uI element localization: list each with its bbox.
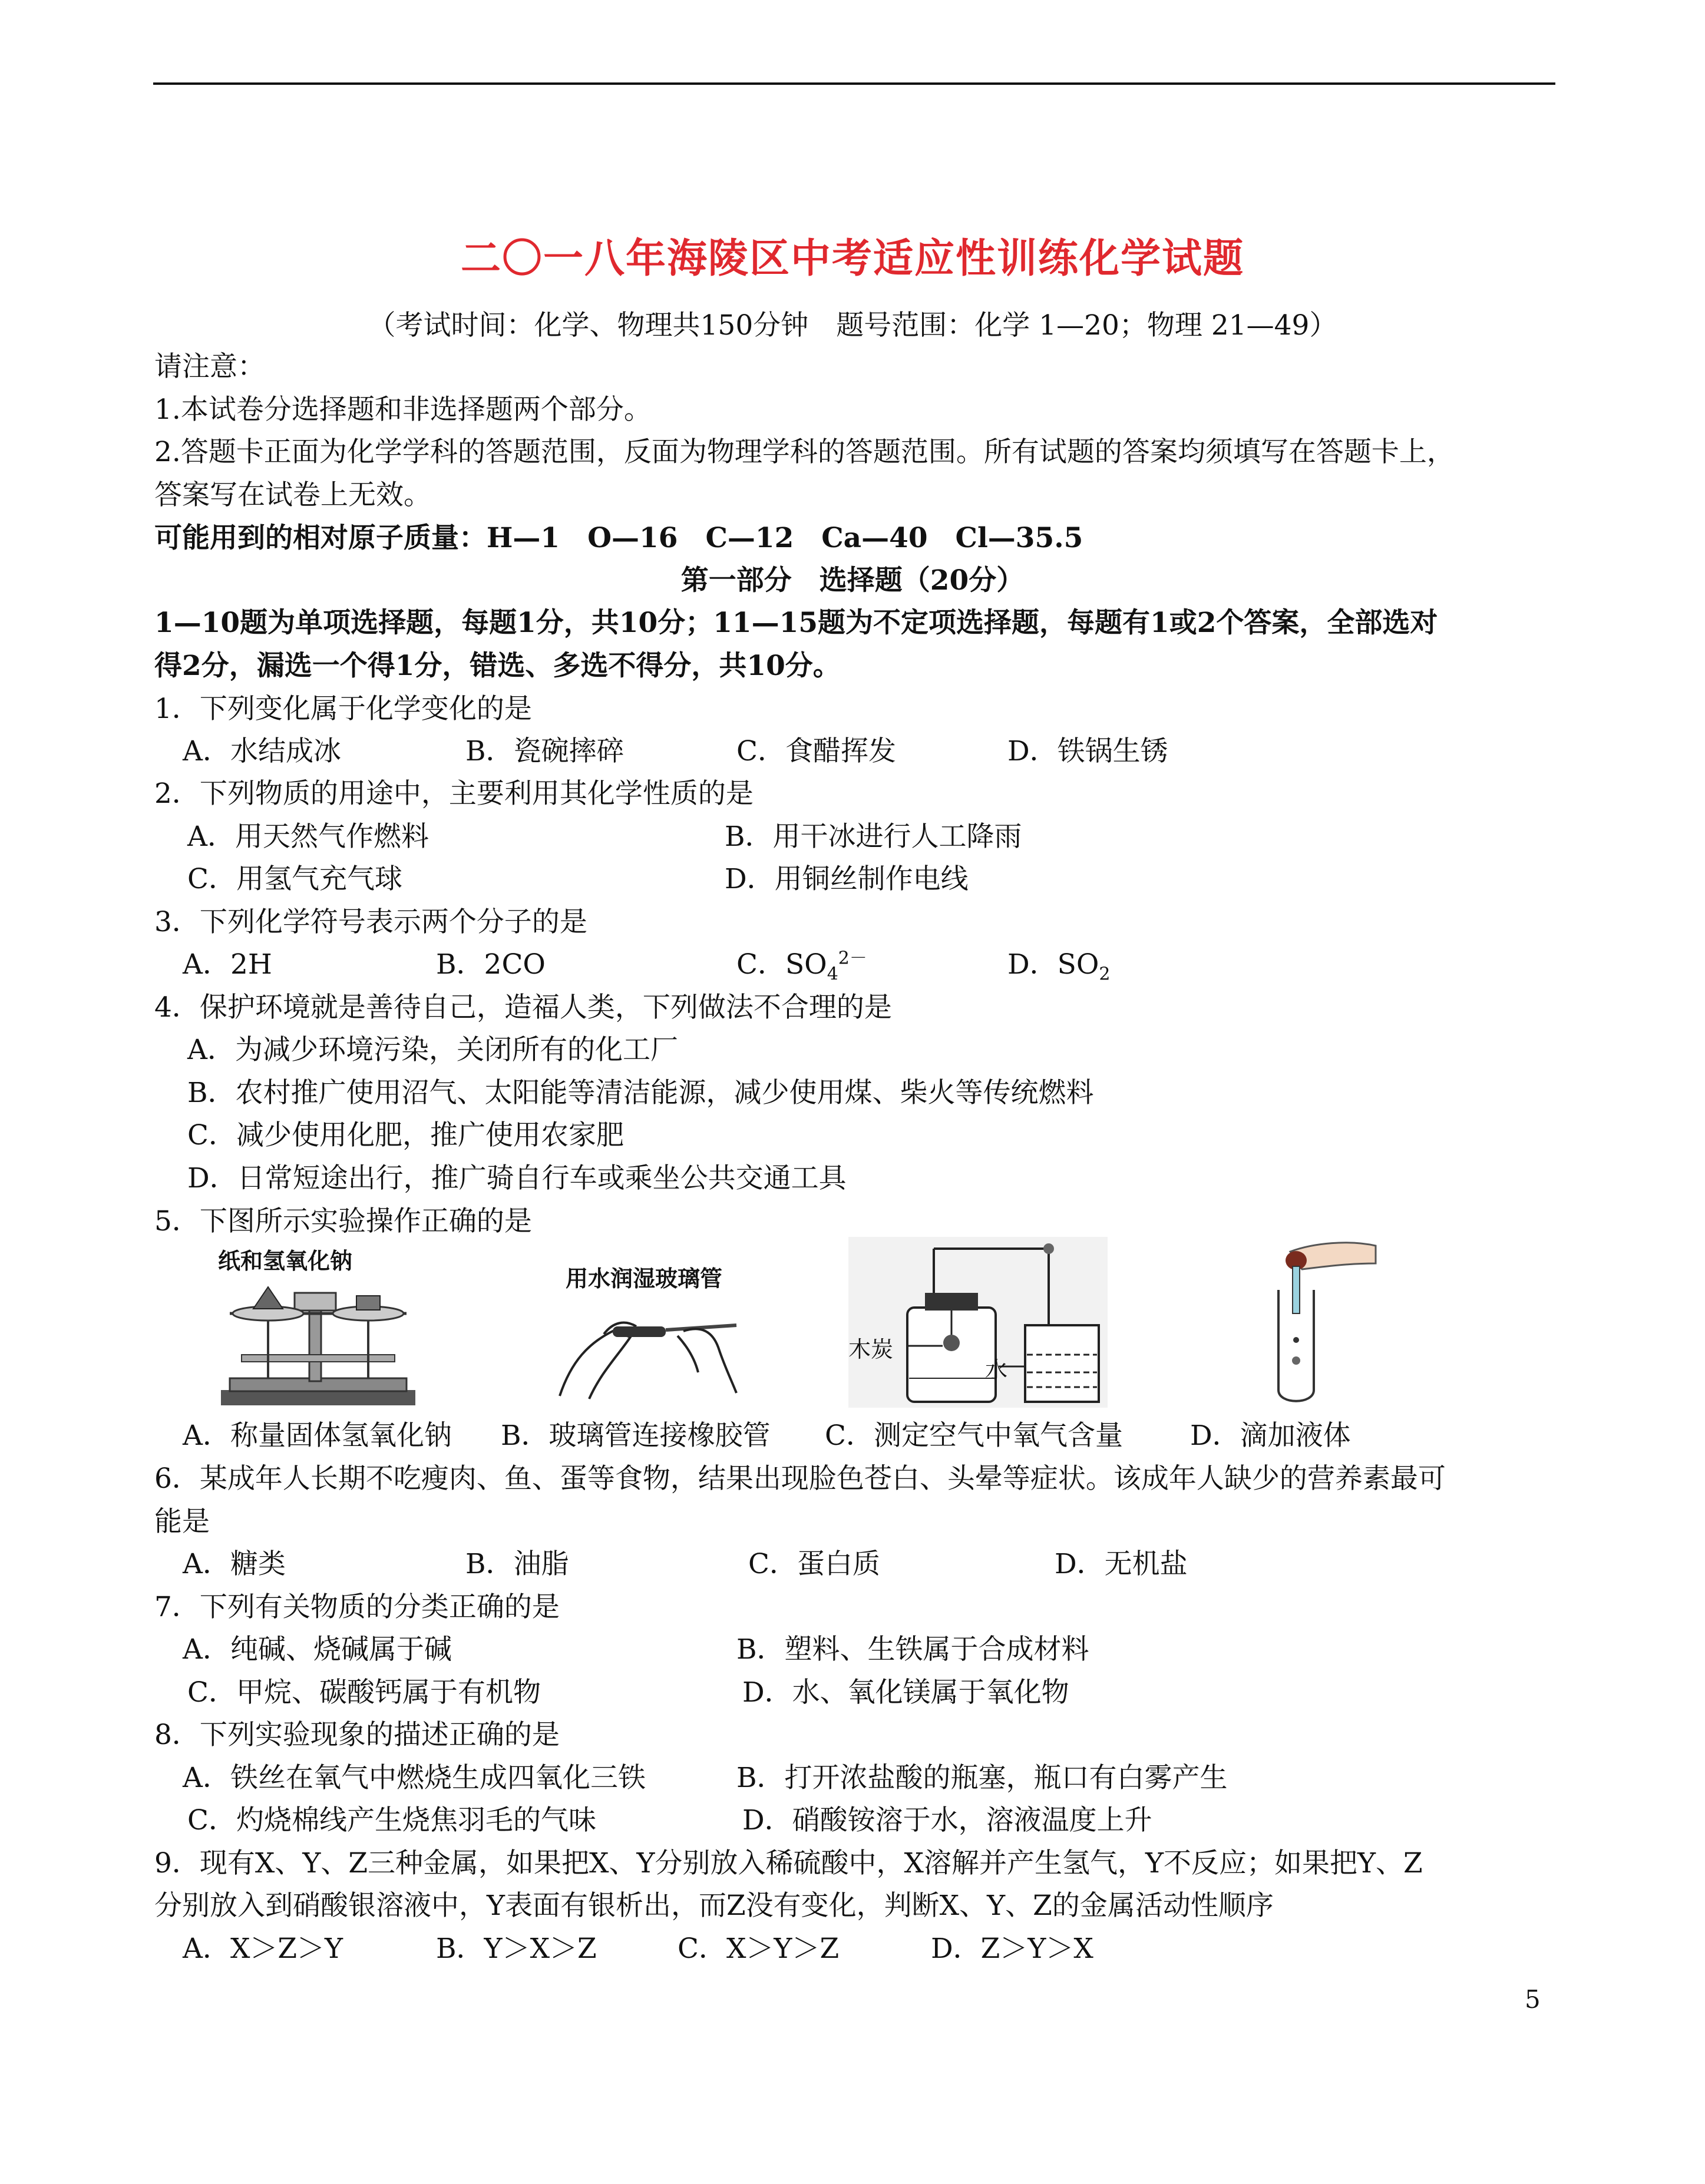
section-instructions-line-2: 得2分，漏选一个得1分，错选、多选不得分，共10分。: [154, 650, 841, 682]
q3-stem: 3．下列化学符号表示两个分子的是: [154, 906, 587, 938]
q2-option-d: D．用铜丝制作电线: [725, 863, 969, 895]
q3-option-c-subscript: 4: [827, 964, 838, 985]
q3-option-c-text: C．SO: [736, 948, 827, 981]
q3-option-a: A．2H: [183, 948, 272, 981]
q1-option-d: D．铁锅生锈: [1007, 735, 1168, 767]
q9-option-a: A．X＞Z＞Y: [183, 1932, 343, 1965]
q2-option-b: B．用干冰进行人工降雨: [725, 820, 1022, 853]
q4-option-d: D．日常短途出行，推广骑自行车或乘坐公共交通工具: [187, 1162, 847, 1194]
q3-option-b: B．2CO: [436, 948, 546, 981]
q5-figure-c-label-charcoal: 木炭: [848, 1336, 894, 1362]
note-1: 1.本试卷分选择题和非选择题两个部分。: [154, 393, 652, 426]
q5-figure-b-label: 用水润湿玻璃管: [566, 1266, 723, 1292]
q7-stem: 7．下列有关物质的分类正确的是: [154, 1591, 560, 1623]
q5-figure-c-apparatus: [848, 1237, 1108, 1408]
exam-title: 二〇一八年海陵区中考适应性训练化学试题: [460, 236, 1244, 282]
atomic-masses: 可能用到的相对原子质量：H—1 O—16 C—12 Ca—40 Cl—35.5: [154, 522, 1083, 554]
q3-option-d-text: D．SO: [1007, 948, 1099, 981]
q9-option-b: B．Y＞X＞Z: [436, 1932, 597, 1965]
q3-option-c: [736, 942, 867, 984]
q8-stem: 8．下列实验现象的描述正确的是: [154, 1719, 560, 1751]
exam-subtitle: （考试时间：化学、物理共150分钟 题号范围：化学 1—20；物理 21—49）: [368, 309, 1337, 342]
q8-option-a: A．铁丝在氧气中燃烧生成四氧化三铁: [183, 1762, 646, 1794]
section-title: 第一部分 选择题（20分）: [680, 564, 1025, 597]
section-instructions-line-1: 1—10题为单项选择题，每题1分，共10分；11—15题为不定项选择题，每题有1或2个答案，全部选对: [154, 607, 1438, 639]
q1-option-b: B．瓷碗摔碎: [465, 735, 624, 767]
q6-stem-line-2: 能是: [154, 1505, 210, 1538]
q6-option-b: B．油脂: [465, 1548, 569, 1580]
q8-option-d: D．硝酸铵溶于水，溶液温度上升: [742, 1804, 1152, 1836]
q5-option-a: A．称量固体氢氧化钠: [183, 1419, 452, 1452]
header-rule: [153, 82, 1555, 85]
q1-option-c: C．食醋挥发: [736, 735, 896, 767]
q5-figure-a-balance: [218, 1243, 436, 1408]
page-number: 5: [1525, 1985, 1541, 2014]
q5-figure-b-glass-tube: [548, 1260, 748, 1402]
q7-option-c: C．甲烷、碳酸钙属于有机物: [187, 1676, 541, 1709]
note-2-line-2: 答案写在试卷上无效。: [154, 479, 431, 511]
q6-option-a: A．糖类: [183, 1548, 286, 1580]
balance-illustration: [218, 1243, 436, 1408]
q4-stem: 4．保护环境就是善待自己，造福人类，下列做法不合理的是: [154, 991, 892, 1024]
q4-option-c: C．减少使用化肥，推广使用农家肥: [187, 1119, 624, 1151]
q4-option-b: B．农村推广使用沼气、太阳能等清洁能源，减少使用煤、柴火等传统燃料: [187, 1077, 1094, 1109]
q7-option-a: A．纯碱、烧碱属于碱: [183, 1633, 452, 1666]
q2-stem: 2．下列物质的用途中，主要利用其化学性质的是: [154, 777, 754, 810]
q5-figure-c-label-water: 水: [985, 1357, 1008, 1383]
q4-option-a: A．为减少环境污染，关闭所有的化工厂: [187, 1034, 678, 1066]
notes-heading: 请注意：: [154, 350, 265, 383]
q5-option-b: B．玻璃管连接橡胶管: [501, 1419, 771, 1452]
q1-stem: 1．下列变化属于化学变化的是: [154, 693, 532, 725]
q8-option-b: B．打开浓盐酸的瓶塞，瓶口有白雾产生: [736, 1762, 1228, 1794]
q6-option-c: C．蛋白质: [748, 1548, 880, 1580]
q9-option-c: C．X＞Y＞Z: [678, 1932, 840, 1965]
q6-stem-line-1: 6．某成年人长期不吃瘦肉、鱼、蛋等食物，结果出现脸色苍白、头晕等症状。该成年人缺少的营养素最可: [154, 1462, 1446, 1495]
q6-option-d: D．无机盐: [1055, 1548, 1188, 1580]
q3-option-c-superscript: 2－: [838, 948, 867, 969]
q9-stem-line-1: 9．现有X、Y、Z三种金属，如果把X、Y分别放入稀硫酸中，X溶解并产生氢气，Y不反应；如果把Y、Z: [154, 1847, 1423, 1879]
q7-option-d: D．水、氧化镁属于氧化物: [742, 1676, 1069, 1709]
q7-option-b: B．塑料、生铁属于合成材料: [736, 1633, 1089, 1666]
q2-option-a: A．用天然气作燃料: [187, 820, 429, 853]
q8-option-c: C．灼烧棉线产生烧焦羽毛的气味: [187, 1804, 596, 1836]
q5-option-d: D．滴加液体: [1190, 1419, 1351, 1452]
note-2-line-1: 2.答题卡正面为化学学科的答题范围，反面为物理学科的答题范围。所有试题的答案均须填写在答题卡上，: [154, 436, 1455, 468]
q1-option-a: A．水结成冰: [183, 735, 341, 767]
q3-option-d-subscript: 2: [1099, 964, 1111, 985]
q5-figure-d-dropper: [1255, 1237, 1379, 1408]
q9-stem-line-2: 分别放入到硝酸银溶液中，Y表面有银析出，而Z没有变化，判断X、Y、Z的金属活动性顺序: [154, 1890, 1274, 1922]
hands-illustration: [548, 1260, 748, 1402]
q3-option-d: [1007, 942, 1111, 984]
q2-option-c: C．用氢气充气球: [187, 863, 402, 895]
dropper-illustration: [1255, 1237, 1379, 1408]
q5-stem: 5．下图所示实验操作正确的是: [154, 1205, 532, 1237]
q9-option-d: D．Z＞Y＞X: [931, 1932, 1093, 1965]
q5-figure-a-label: 纸和氢氧化钠: [218, 1248, 353, 1274]
q5-option-c: C．测定空气中氧气含量: [825, 1419, 1123, 1452]
apparatus-illustration: [848, 1237, 1108, 1408]
